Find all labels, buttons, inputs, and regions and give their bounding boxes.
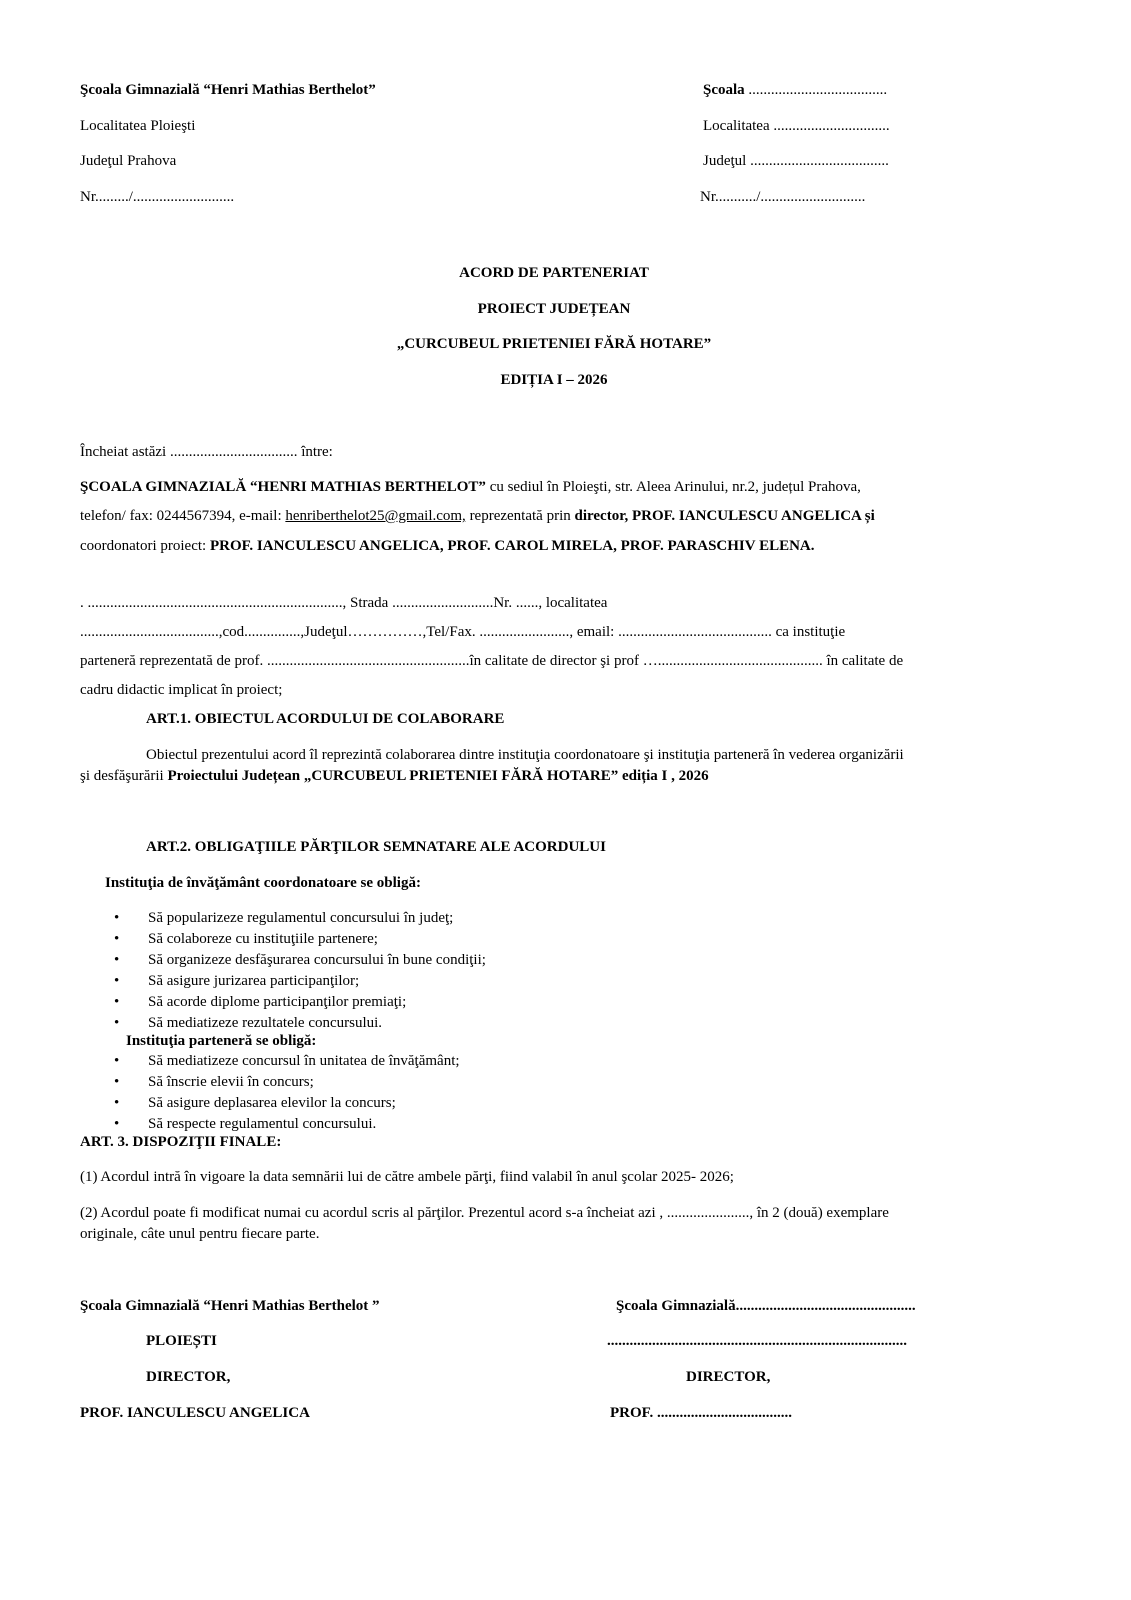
art1-text-line2	[80, 766, 709, 786]
art2-title: ART.2. OBLIGAŢIILE PĂRŢILOR SEMNATARE ALE ACORDULUI	[146, 839, 606, 855]
director-label: director, PROF. IANCULESCU ANGELICA și	[574, 508, 875, 524]
list-item: • Să respecte regulamentul concursului.	[80, 1114, 460, 1135]
header-left-county: Judeţul Prahova	[80, 153, 177, 169]
header-left-locality: Localitatea Ploieşti	[80, 118, 196, 134]
concluded-line: Încheiat astăzi .................................. între:	[80, 444, 333, 460]
email-label: e-mail:	[239, 508, 286, 524]
list-item: • Să înscrie elevii în concurs;	[80, 1072, 460, 1093]
signature-left-school: Şcoala Gimnazială “Henri Mathias Berthelot ”	[80, 1298, 380, 1314]
list-item: • Să asigure jurizarea participanţilor;	[80, 971, 486, 992]
art1-project-name: Proiectului Județean „CURCUBEUL PRIETENIEI FĂRĂ HOTARE” ediția I , 2026	[167, 768, 709, 784]
list-item: • Să acorde diplome participanţilor premiaţi;	[80, 992, 486, 1013]
list-item: • Să colaboreze cu instituţiile partenere;	[80, 929, 486, 950]
header-right-school-dots: .....................................	[744, 82, 888, 98]
coordinator-school-line	[80, 477, 861, 497]
signature-right-dots: ................................................................................	[607, 1333, 907, 1349]
coordinator-school-name: ŞCOALA GIMNAZIALĂ “HENRI MATHIAS BERTHELOT”	[80, 479, 486, 495]
header-right-nr: Nr.........../............................	[700, 189, 866, 205]
email-link[interactable]: henriberthelot25@gmail.com,	[285, 508, 466, 524]
partner-obligations-list	[80, 1051, 460, 1135]
signature-left-role: DIRECTOR,	[146, 1369, 231, 1385]
list-item: • Să popularizeze regulamentul concursului în judeţ;	[80, 908, 486, 929]
coordinator-obligations-list	[80, 908, 486, 1034]
contact-line	[80, 506, 875, 526]
art1-text-prefix: şi desfăşurării	[80, 768, 168, 784]
art1-title: ART.1. OBIECTUL ACORDULUI DE COLABORARE	[146, 711, 505, 727]
partner-line-1: . ...................................................................., Strada ...........................Nr. ......, localitatea	[80, 595, 608, 611]
partner-line-4: cadru didactic implicat în proiect;	[80, 682, 283, 698]
coordinators-line	[80, 536, 815, 556]
art2-partner-heading: Instituţia parteneră se obligă:	[126, 1033, 317, 1049]
contact-phone: telefon/ fax: 0244567394,	[80, 508, 240, 524]
header-right-school	[703, 80, 887, 100]
list-item: • Să mediatizeze concursul în unitatea de învăţământ;	[80, 1051, 460, 1072]
header-right-county: Judeţul .....................................	[703, 153, 889, 169]
title-project-name: „CURCUBEUL PRIETENIEI FĂRĂ HOTARE”	[396, 336, 712, 352]
art3-paragraph-1: (1) Acordul intră în vigoare la data semnării lui de către ambele părţi, fiind valabil în anul şcolar 2025- 2026;	[80, 1169, 734, 1185]
header-right-school-label: Şcoala	[703, 82, 745, 98]
header-left-nr: Nr........./...........................	[80, 189, 235, 205]
art3-paragraph-2-line2: originale, câte unul pentru fiecare parte.	[80, 1226, 320, 1242]
list-item: • Să mediatizeze rezultatele concursului.	[80, 1013, 486, 1034]
list-item: • Să organizeze desfăşurarea concursului în bune condiţii;	[80, 950, 486, 971]
signature-left-name: PROF. IANCULESCU ANGELICA	[80, 1405, 310, 1421]
represented-text: reprezentată prin	[465, 508, 575, 524]
coordinators-names: PROF. IANCULESCU ANGELICA, PROF. CAROL MIRELA, PROF. PARASCHIV ELENA.	[209, 538, 815, 554]
title-agreement: ACORD DE PARTENERIAT	[459, 265, 649, 281]
header-left-school: Şcoala Gimnazială “Henri Mathias Berthelot”	[80, 82, 376, 98]
title-project: PROIECT JUDEȚEAN	[477, 301, 631, 317]
coordinator-address: cu sediul în Ploieşti, str. Aleea Arinului, nr.2, județul Prahova,	[485, 479, 861, 495]
signature-right-name: PROF. ....................................	[610, 1405, 792, 1421]
partner-line-2: .....................................,cod...............,Judeţul……………,Tel/Fax. ........................, email: ......................................... ca instituţie	[80, 624, 846, 640]
art3-title: ART. 3. DISPOZIŢII FINALE:	[80, 1134, 282, 1150]
title-edition: EDIȚIA I – 2026	[500, 372, 608, 388]
coordinators-label: coordonatori proiect:	[80, 538, 210, 554]
art2-coordinator-heading: Instituţia de învăţământ coordonatoare se obligă:	[105, 875, 421, 891]
signature-left-city: PLOIEȘTI	[146, 1333, 217, 1349]
art1-text-line1: Obiectul prezentului acord îl reprezintă colaborarea dintre instituţia coordonatoare şi instituţia parteneră în vederea organizării	[146, 747, 904, 763]
art3-paragraph-2-line1: (2) Acordul poate fi modificat numai cu acordul scris al părţilor. Prezentul acord s-a încheiat azi , ......................, în 2 (două) exemplare	[80, 1205, 889, 1221]
header-right-locality: Localitatea ...............................	[703, 118, 890, 134]
signature-right-school: Şcoala Gimnazială................................................	[616, 1298, 916, 1314]
list-item: • Să asigure deplasarea elevilor la concurs;	[80, 1093, 460, 1114]
partner-line-3: parteneră reprezentată de prof. ......................................................în calitate de director şi prof …............................................ în calitate de	[80, 653, 904, 669]
signature-right-role: DIRECTOR,	[686, 1369, 771, 1385]
